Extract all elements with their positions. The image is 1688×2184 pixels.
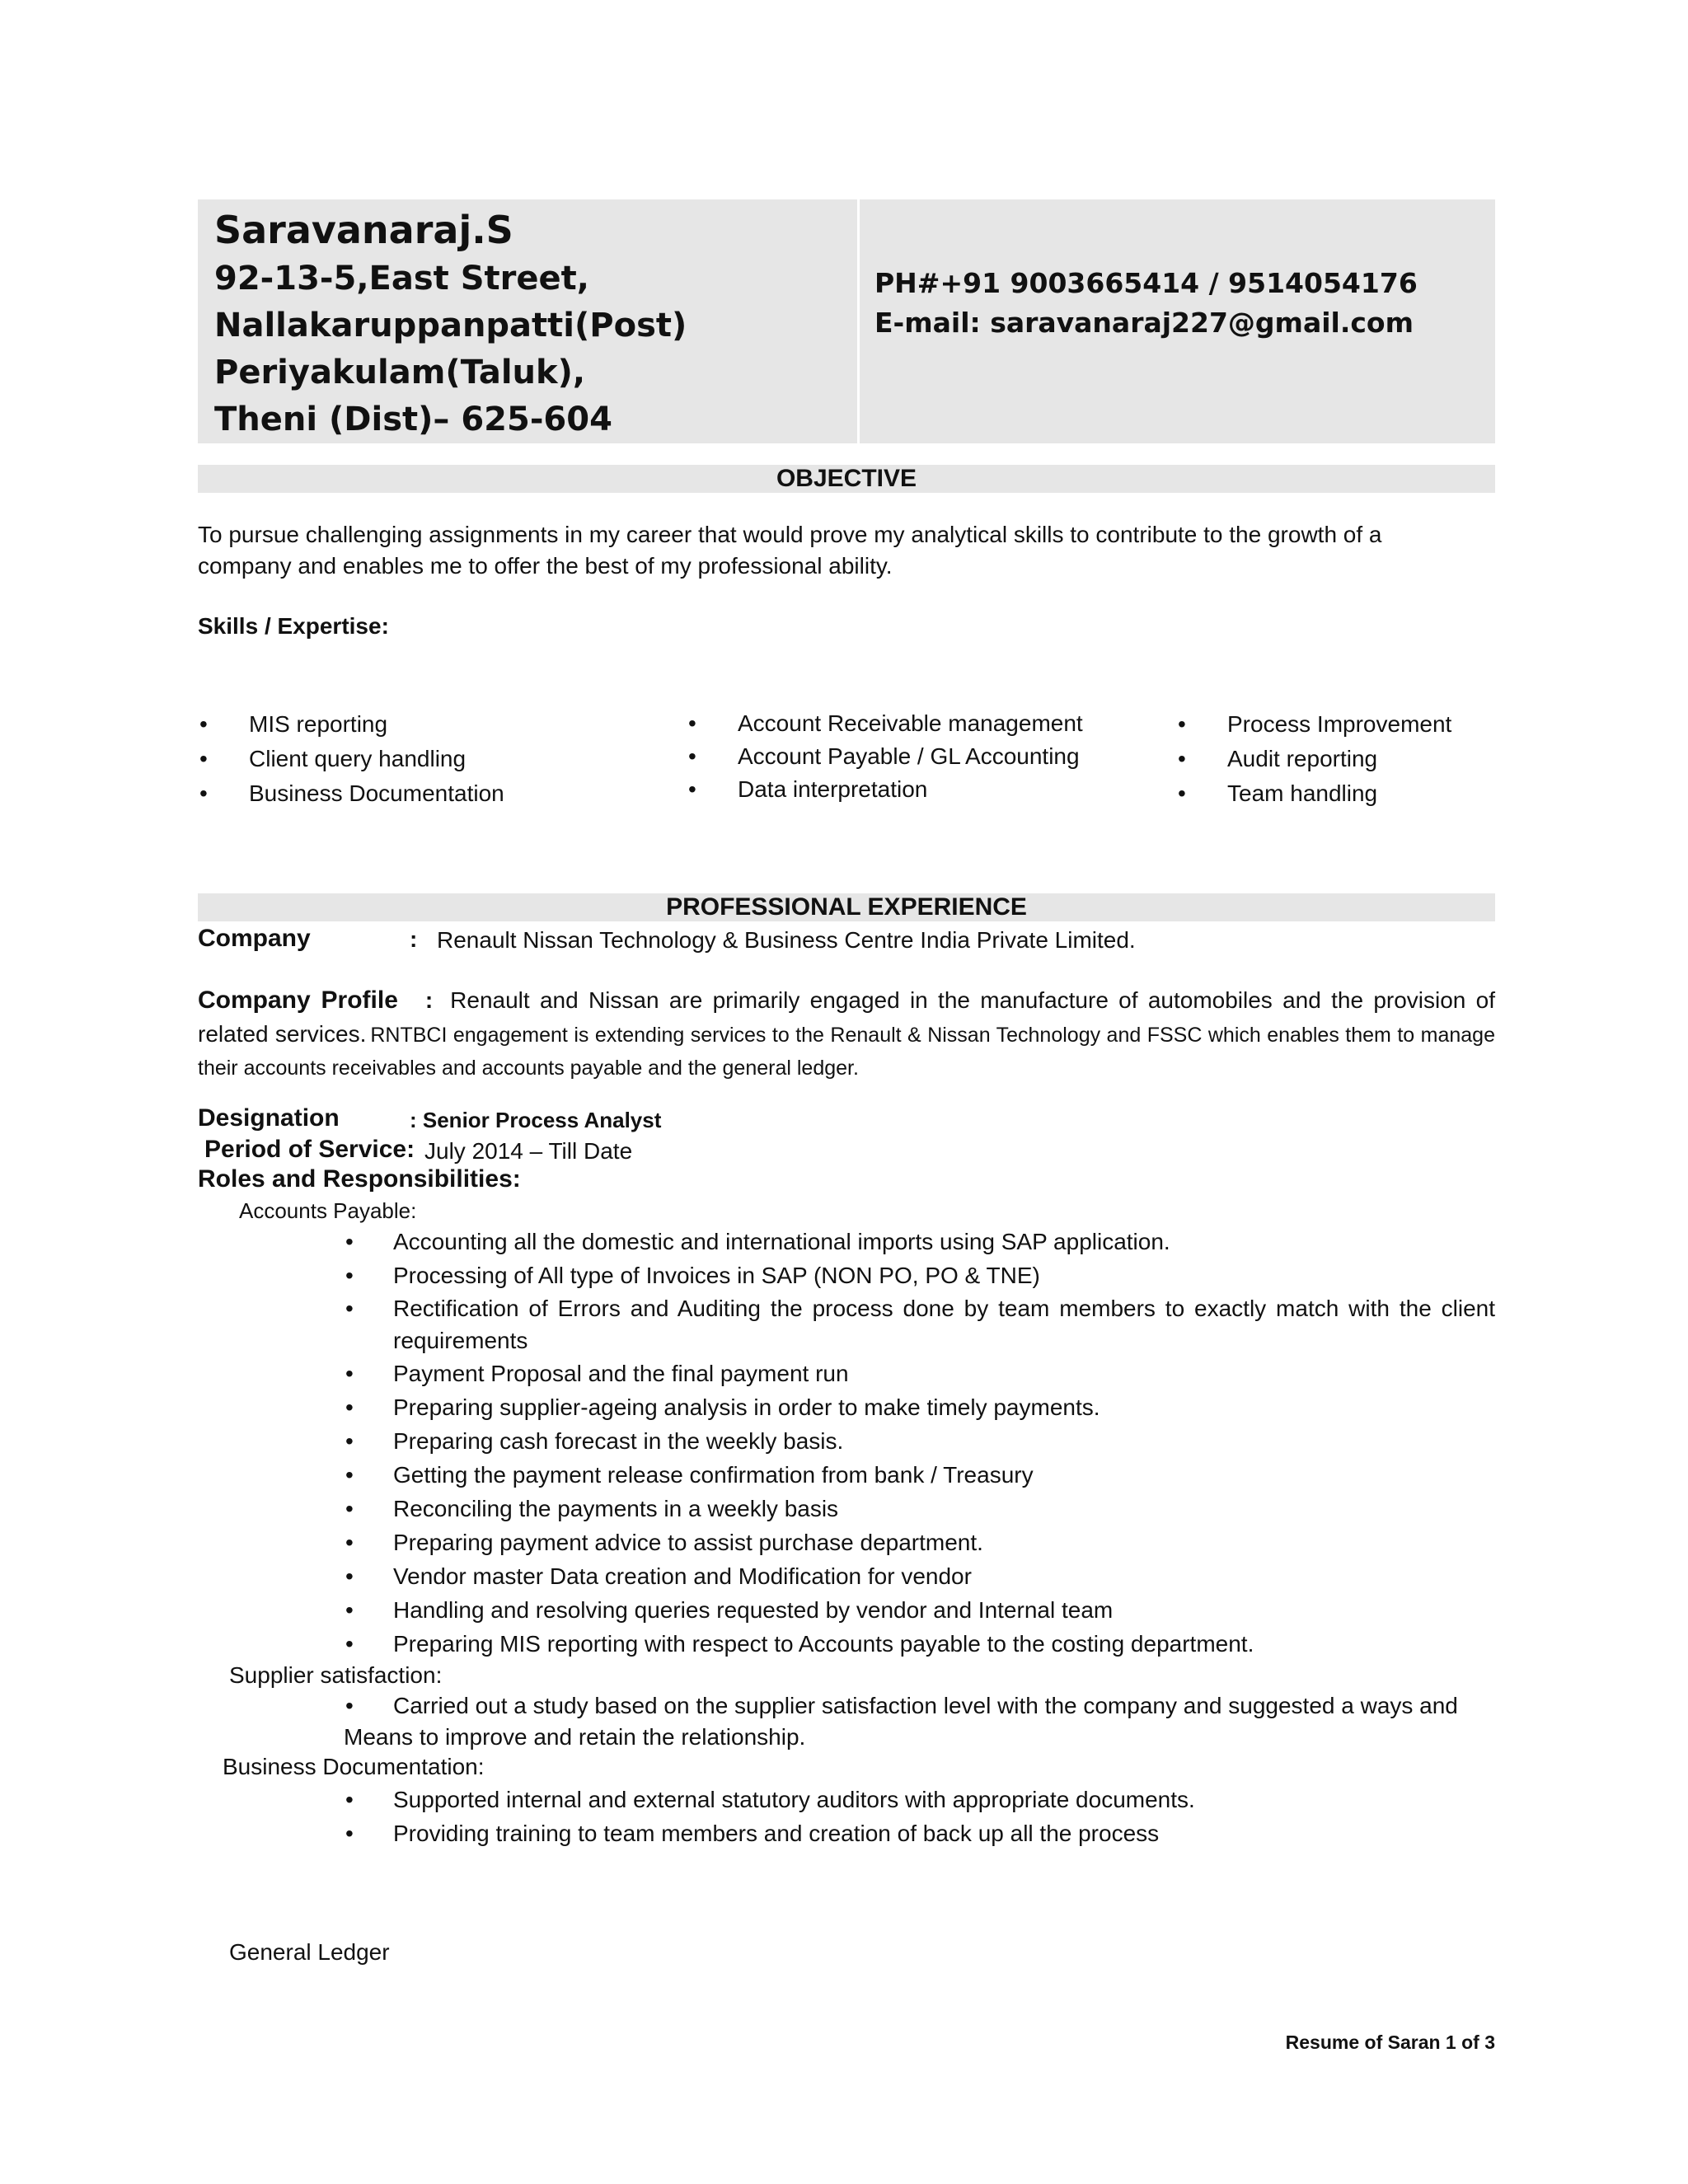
address-line: Periyakulam(Taluk), bbox=[214, 354, 586, 391]
profile-text-2: RNTBCI engagement is extending services to the Renault & Nissan Technology and FSSC which enables them to manage their accounts receivables and accounts payable and the general ledger. bbox=[198, 1024, 1495, 1080]
list-item: • Preparing cash forecast in the weekly basis. bbox=[345, 1428, 844, 1454]
header-right bbox=[860, 199, 1495, 443]
skill-item: • Client query handling bbox=[198, 742, 504, 776]
company-value: Renault Nissan Technology & Business Centre India Private Limited. bbox=[437, 927, 1136, 953]
list-item: • Processing of All type of Invoices in SAP (NON PO, PO & TNE) bbox=[345, 1263, 1040, 1288]
profile-colon: : bbox=[424, 987, 434, 1013]
page-footer: Resume of Saran 1 of 3 bbox=[1285, 2032, 1495, 2053]
address-line: Theni (Dist)– 625-604 bbox=[214, 401, 612, 438]
profile-text-1: Renault and Nissan are primarily engaged in the manufacture of automobiles and the provision of related services. bbox=[198, 987, 1496, 1047]
accounts-payable-label: Accounts Payable: bbox=[239, 1198, 417, 1223]
skills-heading: Skills / Expertise: bbox=[198, 613, 389, 639]
company-label: Company bbox=[198, 925, 311, 952]
experience-heading: PROFESSIONAL EXPERIENCE bbox=[198, 893, 1495, 921]
skills-column-3 bbox=[1176, 707, 1451, 811]
address-line: 92-13-5,East Street, bbox=[214, 260, 589, 298]
phone-number: PH#+91 9003665414 / 9514054176 bbox=[874, 267, 1418, 299]
period-value: July 2014 – Till Date bbox=[424, 1138, 633, 1164]
designation-label: Designation bbox=[198, 1104, 340, 1132]
business-documentation-list bbox=[344, 1783, 1495, 1850]
skill-item: • Account Receivable management bbox=[687, 707, 1083, 740]
period-label: Period of Service: bbox=[204, 1136, 415, 1163]
list-item: • Getting the payment release confirmation from bank / Treasury bbox=[345, 1462, 1034, 1488]
skills-column-2 bbox=[687, 707, 1083, 806]
skill-item: • Business Documentation bbox=[198, 776, 504, 811]
list-item: • Accounting all the domestic and international imports using SAP application. bbox=[345, 1229, 1170, 1254]
skill-item: • Team handling bbox=[1176, 776, 1451, 811]
list-item: • Vendor master Data creation and Modification for vendor bbox=[345, 1563, 972, 1589]
list-item: • Providing training to team members and creation of back up all the process bbox=[345, 1821, 1160, 1846]
roles-label: Roles and Responsibilities: bbox=[198, 1165, 521, 1193]
skill-item: • Account Payable / GL Accounting bbox=[687, 740, 1083, 773]
skills-column-1 bbox=[198, 707, 504, 811]
objective-text: To pursue challenging assignments in my career that would prove my analytical skills to contribute to the growth of a company and enables me to offer the best of my professional ability. bbox=[198, 522, 1382, 579]
skill-item: • MIS reporting bbox=[198, 707, 504, 742]
general-ledger-label: General Ledger bbox=[229, 1939, 390, 1965]
skill-item: • Process Improvement bbox=[1176, 707, 1451, 742]
company-profile bbox=[198, 986, 1495, 1086]
resume-header bbox=[198, 199, 1495, 443]
list-item: • Handling and resolving queries requested by vendor and Internal team bbox=[345, 1597, 1114, 1623]
list-item: • Preparing MIS reporting with respect to Accounts payable to the costing department. bbox=[345, 1631, 1254, 1657]
address-line: Nallakaruppanpatti(Post) bbox=[214, 307, 687, 344]
business-documentation-label: Business Documentation: bbox=[223, 1754, 485, 1779]
list-item: • Preparing payment advice to assist purchase department. bbox=[345, 1530, 983, 1555]
list-item: • Preparing supplier-ageing analysis in order to make timely payments. bbox=[345, 1394, 1100, 1420]
designation-value: : Senior Process Analyst bbox=[410, 1108, 662, 1132]
list-item: • Payment Proposal and the final payment run bbox=[345, 1361, 849, 1386]
skill-item: • Data interpretation bbox=[687, 773, 1083, 806]
email-address: E-mail: saravanaraj227@gmail.com bbox=[874, 307, 1414, 339]
list-item: • Rectification of Errors and Auditing the process done by team members to exactly match with the client requirements bbox=[345, 1296, 1495, 1353]
profile-label: Company Profile bbox=[198, 987, 398, 1014]
candidate-name: Saravanaraj.S bbox=[214, 208, 513, 252]
header-left bbox=[198, 199, 860, 443]
list-item: • Reconciling the payments in a weekly basis bbox=[345, 1496, 839, 1521]
supplier-satisfaction-label: Supplier satisfaction: bbox=[229, 1662, 443, 1688]
objective-heading: OBJECTIVE bbox=[198, 465, 1495, 493]
list-item: • Supported internal and external statutory auditors with appropriate documents. bbox=[345, 1787, 1195, 1812]
skill-item: • Audit reporting bbox=[1176, 742, 1451, 776]
company-colon: : bbox=[410, 926, 418, 952]
accounts-payable-list bbox=[344, 1225, 1495, 1661]
supplier-satisfaction-item: • Carried out a study based on the supplier satisfaction level with the company and suggested a ways and Means to improve and retain the relationship. bbox=[344, 1693, 1458, 1750]
